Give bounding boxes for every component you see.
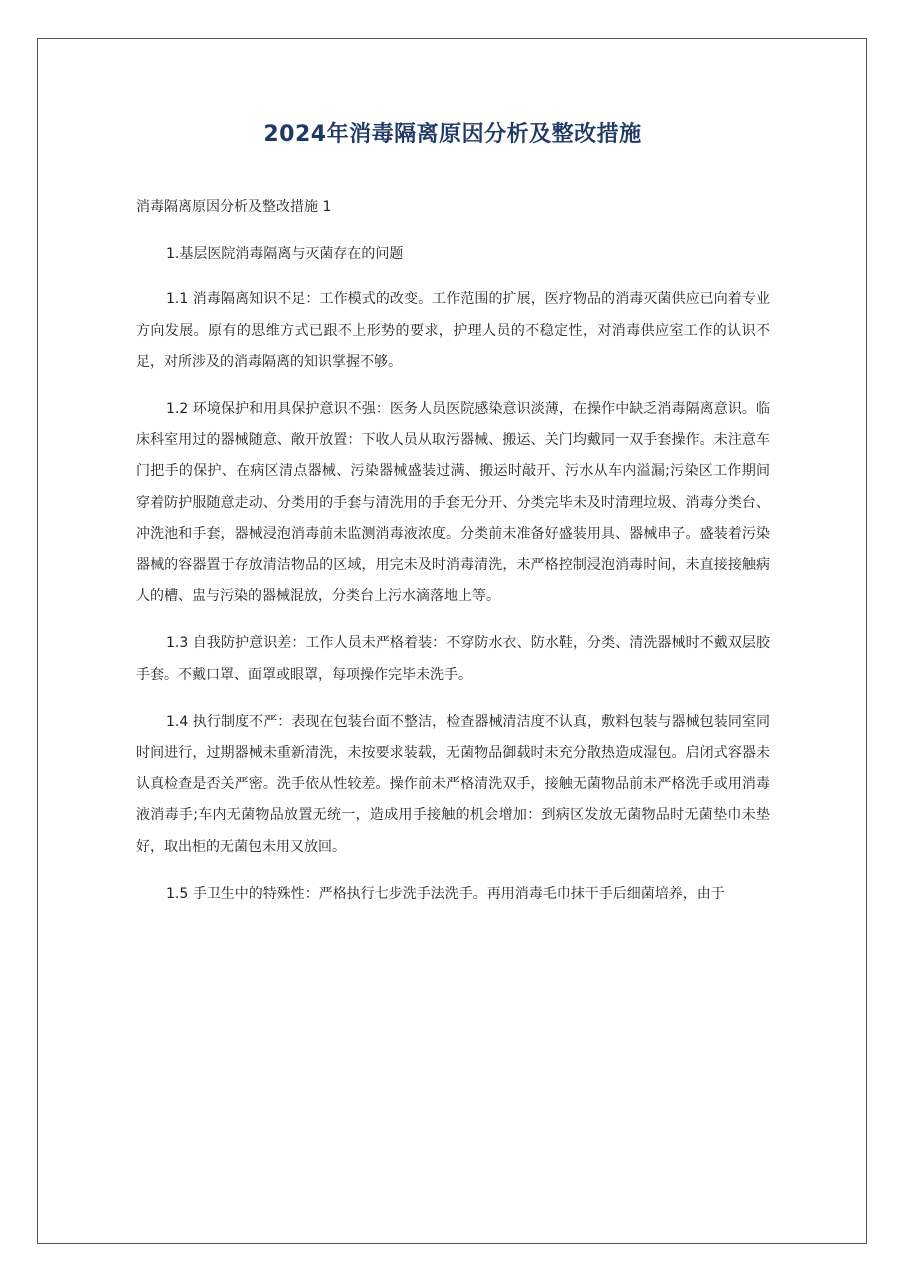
paragraph-1-5: 1.5 手卫生中的特殊性：严格执行七步洗手法洗手。再用消毒毛巾抹干手后细菌培养，由于 bbox=[166, 885, 725, 902]
paragraph-1: 1.基层医院消毒隔离与灭菌存在的问题 bbox=[166, 246, 404, 263]
document-body bbox=[136, 192, 770, 926]
paragraph-1-2: 1.2 环境保护和用具保护意识不强：医务人员医院感染意识淡薄，在操作中缺乏消毒隔离意识。临床科室用过的器械随意、敞开放置：下收人员从取污器械、搬运、关门均戴同一双手套操作。未注意车门把手的保护、在病区清点器械、污染器械盛装过满、搬运时敲开、污水从车内溢漏;污染区工作期间穿着防护服随意走动、分类用的手套与清洗用的手套无分开、分类完毕未及时清理垃圾、消毒分类台、冲洗池和手套，器械浸泡消毒前未监测消毒液浓度。分类前未准备好盛装用具、器械串子。盛装着污染器械的容器置于存放清洁物品的区域，用完未及时消毒清洗，未严格控制浸泡消毒时间，未直接接触病人的槽、盅与污染的器械混放，分类台上污水滴落地上等。 bbox=[136, 401, 770, 605]
document-title: 2024年消毒隔离原因分析及整改措施 bbox=[263, 122, 642, 147]
paragraph-1-1: 1.1 消毒隔离知识不足：工作模式的改变。工作范围的扩展，医疗物品的消毒灭菌供应已向着专业方向发展。原有的思维方式已跟不上形势的要求，护理人员的不稳定性，对消毒供应室工作的认识不足，对所涉及的消毒隔离的知识掌握不够。 bbox=[136, 291, 770, 370]
section-subtitle: 消毒隔离原因分析及整改措施 1 bbox=[136, 199, 332, 215]
paragraph-1-3: 1.3 自我防护意识差：工作人员未严格着装：不穿防水衣、防水鞋，分类、清洗器械时不戴双层胶手套。不戴口罩、面罩或眼罩，每项操作完毕未洗手。 bbox=[136, 635, 770, 683]
paragraph-1-4: 1.4 执行制度不严：表现在包装台面不整洁，检查器械清洁度不认真，敷料包装与器械包装同室同时间进行，过期器械未重新清洗，未按要求装载，无菌物品御载时未充分散热造成湿包。启闭式容器未认真检查是否关严密。洗手依从性较差。操作前未严格清洗双手，接触无菌物品前未严格洗手或用消毒液消毒手;车内无菌物品放置无统一，造成用手接触的机会增加：到病区发放无菌物品时无菌垫巾未垫好，取出柜的无菌包未用又放回。 bbox=[136, 713, 770, 855]
